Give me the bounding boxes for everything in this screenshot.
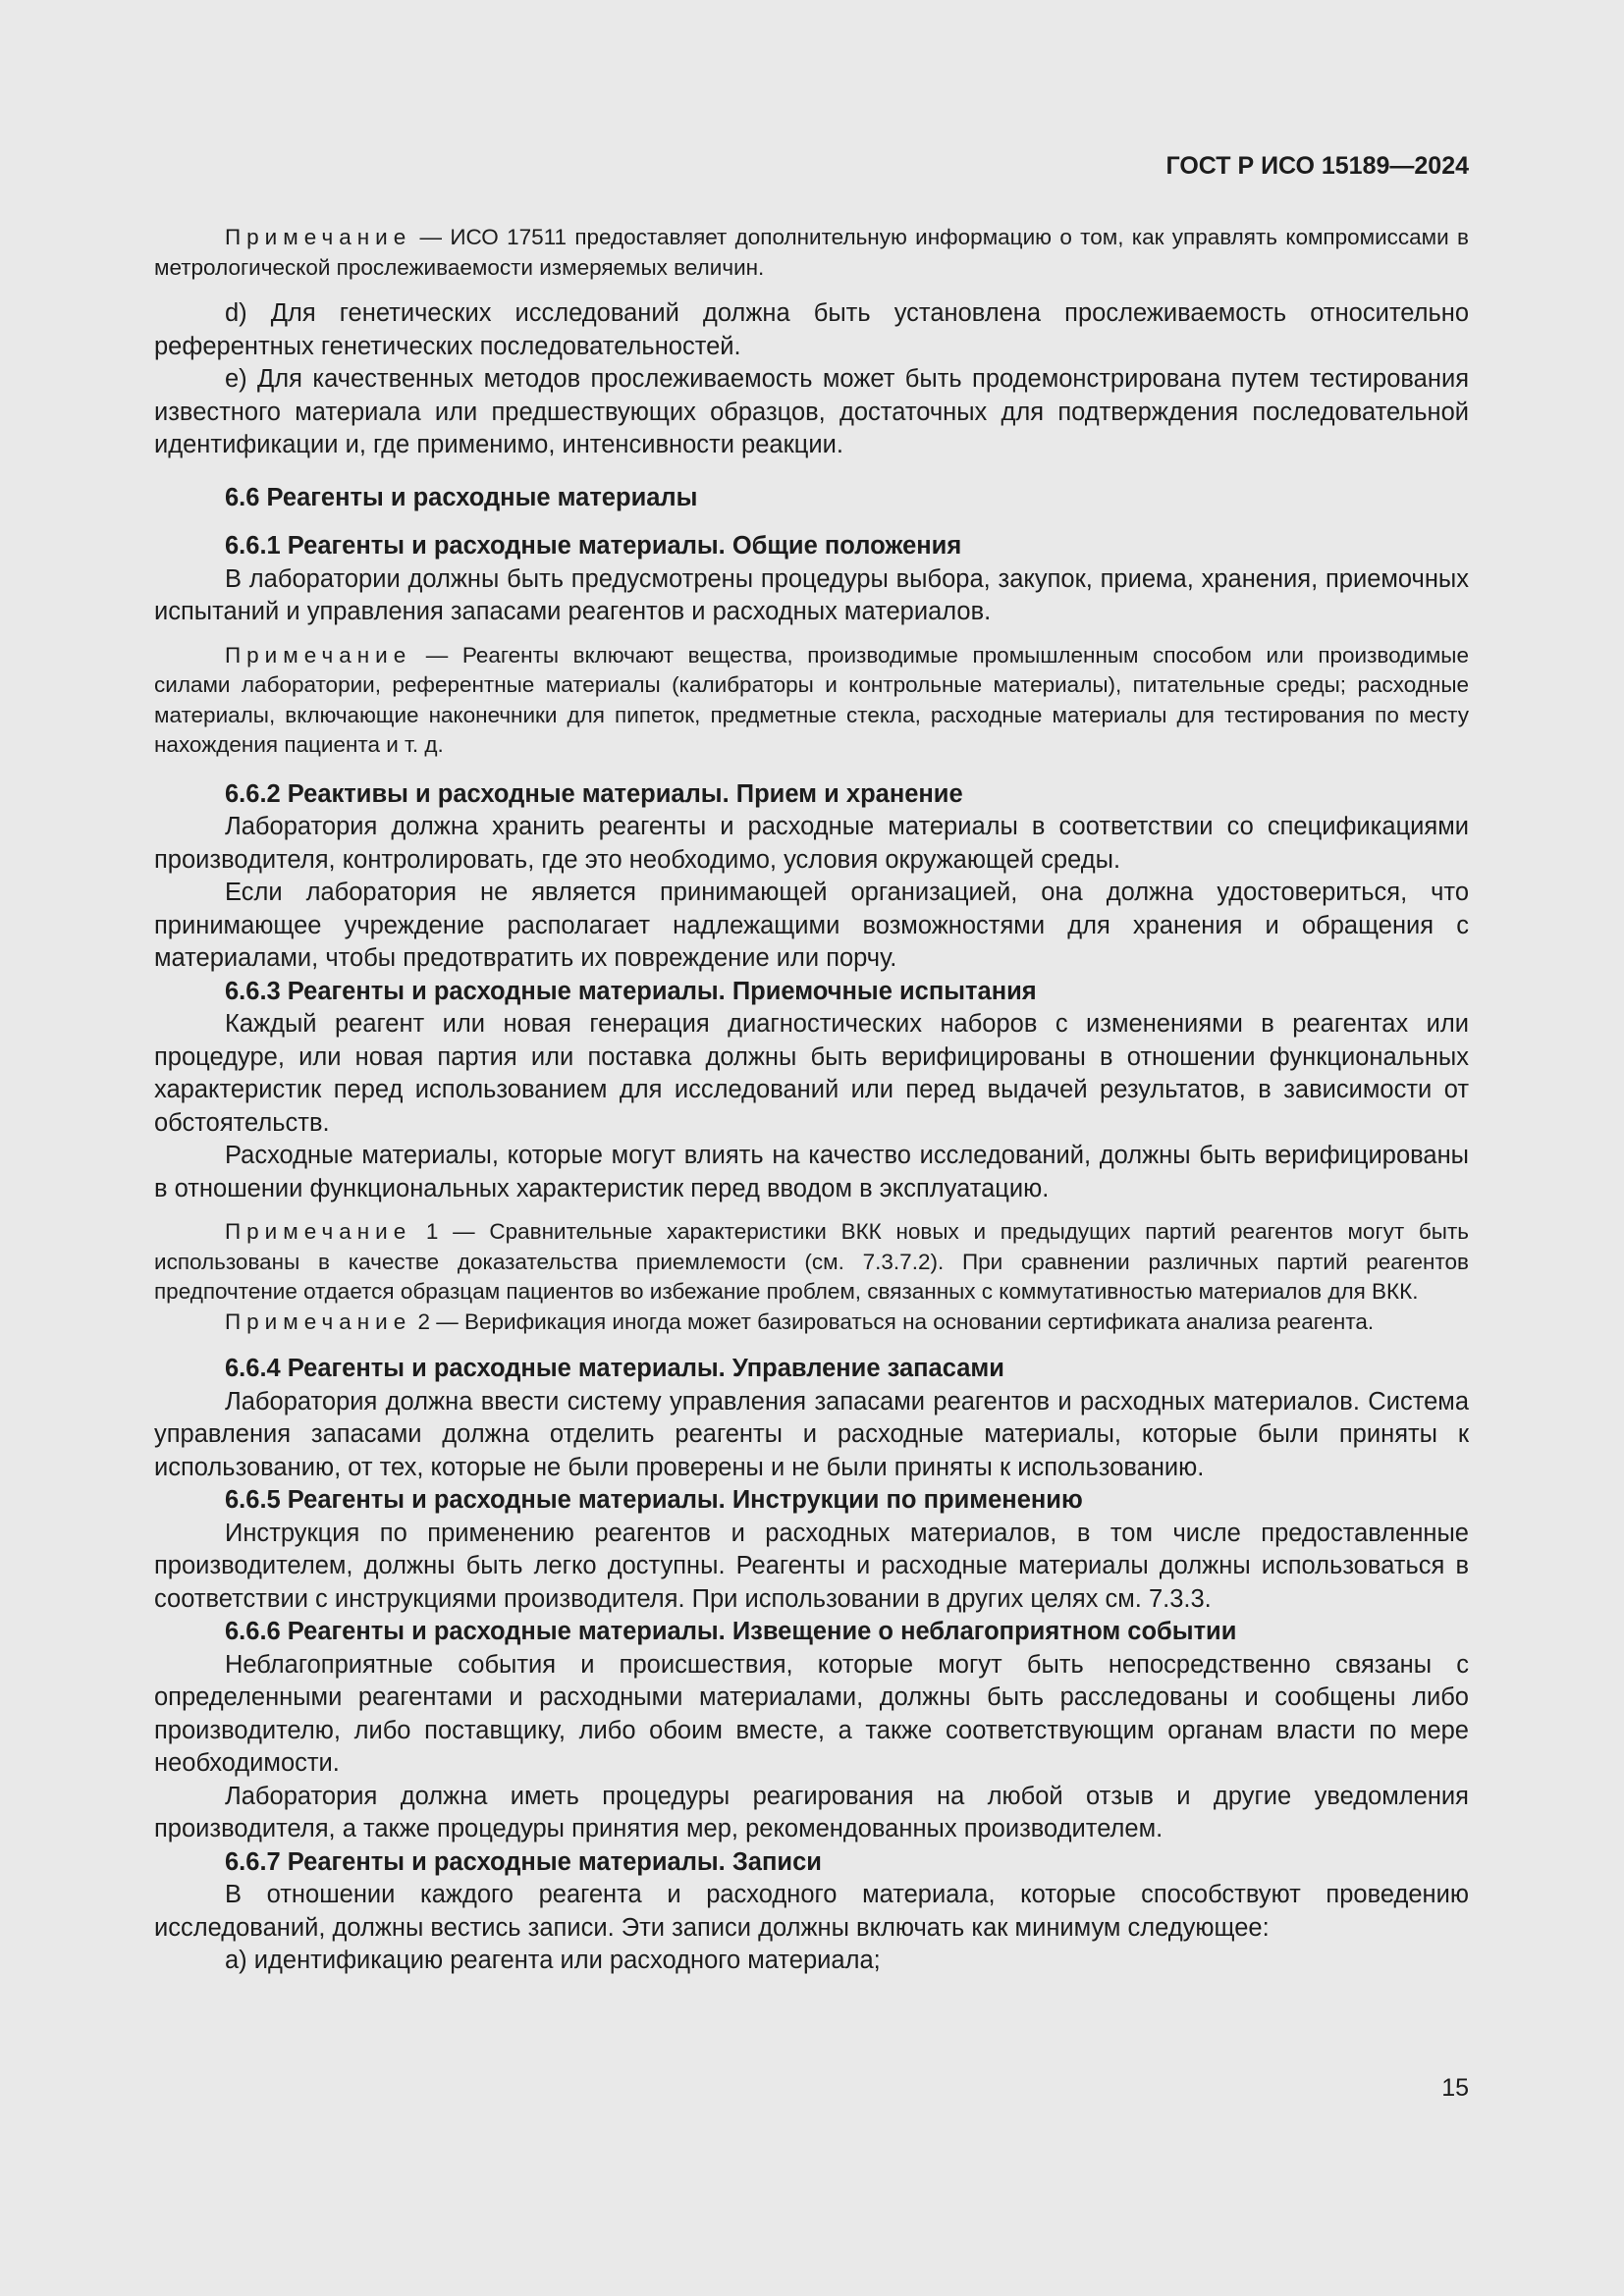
note-text: — ИСО 17511 предоставляет дополнительную информацию о том, как управлять компромиссами в метрологической прослеживаемости измеряемых величин.	[154, 225, 1469, 280]
paragraph: Лаборатория должна хранить реагенты и расходные материалы в соответствии со спецификациями производителя, контролировать, где это необходимо, условия окружающей среды.	[154, 813, 1469, 874]
section-heading: 6.6.7 Реагенты и расходные материалы. Записи	[225, 1847, 822, 1876]
paragraph: Лаборатория должна ввести систему управления запасами реагентов и расходных материалов. Система управления запасами должна отделить реагенты и расходные материалы, которые были приняты к использованию, от тех, которые не были проверены и не были приняты к использованию.	[154, 1387, 1469, 1481]
document-body	[154, 223, 1469, 1978]
document-id-header: ГОСТ Р ИСО 15189—2024	[1165, 152, 1469, 180]
section-heading: 6.6.2 Реактивы и расходные материалы. Прием и хранение	[225, 779, 963, 808]
paragraph: Неблагоприятные события и происшествия, которые могут быть непосредственно связаны с определенными реагентами и расходными материалами, должны быть расследованы и сообщены либо производителю, либо поставщику, либо обоим вместе, а также соответствующим органам власти по мере необходимости.	[154, 1650, 1469, 1777]
page-number: 15	[1441, 2074, 1469, 2102]
section-heading: 6.6.6 Реагенты и расходные материалы. Извещение о неблагоприятном событии	[225, 1618, 1237, 1645]
paragraph: d) Для генетических исследований должна быть установлена прослеживаемость относительно референтных генетических последовательностей.	[154, 299, 1469, 360]
paragraph: Инструкция по применению реагентов и расходных материалов, в том числе предоставленные производителем, должны быть легко доступны. Реагенты и расходные материалы должны использоваться в соответствии с инструкциями производителя. При использовании в других целях см. 7.3.3.	[154, 1519, 1469, 1613]
note-text: — Реагенты включают вещества, производимые промышленным способом или производимые силами лаборатории, референтные материалы (калибраторы и контрольные материалы), питательные среды; расходные материалы, включающие наконечники для пипеток, предметные стекла, расходные материалы для тестирования по месту нахождения пациента и т. д.	[154, 642, 1469, 757]
section-heading: 6.6.5 Реагенты и расходные материалы. Инструкции по применению	[225, 1486, 1083, 1514]
note-label: Примечание	[225, 1219, 412, 1244]
paragraph: a) идентификацию реагента или расходного материала;	[225, 1947, 881, 1974]
note-text: 2 — Верификация иногда может базироваться на основании сертификата анализа реагента.	[411, 1308, 1375, 1334]
note-text: 1 — Сравнительные характеристики ВКК новых и предыдущих партий реагентов могут быть использованы в качестве доказательства приемлемости (см. 7.3.7.2). При сравнении различных партий реагентов предпочтение отдается образцам пациентов во избежание проблем, связанных с коммутативностью материалов для ВКК.	[154, 1219, 1469, 1304]
paragraph: Расходные материалы, которые могут влиять на качество исследований, должны быть верифицированы в отношении функциональных характеристик перед вводом в эксплуатацию.	[154, 1142, 1469, 1202]
note-block	[154, 223, 1469, 283]
section-heading: 6.6.3 Реагенты и расходные материалы. Приемочные испытания	[225, 977, 1037, 1005]
section-heading: 6.6.1 Реагенты и расходные материалы. Общие положения	[225, 532, 962, 560]
section-heading: 6.6.4 Реагенты и расходные материалы. Управление запасами	[225, 1355, 1004, 1382]
note-block	[154, 641, 1469, 761]
paragraph: В лаборатории должны быть предусмотрены процедуры выбора, закупок, приема, хранения, приемочных испытаний и управления запасами реагентов и расходных материалов.	[154, 564, 1469, 625]
paragraph: В отношении каждого реагента и расходного материала, которые способствуют проведению исследований, должны вестись записи. Эти записи должны включать как минимум следующее:	[154, 1881, 1469, 1942]
paragraph: Если лаборатория не является принимающей организацией, она должна удостовериться, что принимающее учреждение располагает надлежащими возможностями для хранения и обращения с материалами, чтобы предотвратить их повреждение или порчу.	[154, 879, 1469, 972]
note-label: Примечание	[225, 225, 412, 249]
note-block	[154, 1308, 1469, 1338]
paragraph: Каждый реагент или новая генерация диагностических наборов с изменениями в реагентах или процедуре, или новая партия или поставка должны быть верифицированы в отношении функциональных характеристик перед использованием для исследований или перед выдачей результатов, в зависимости от обстоятельств.	[154, 1010, 1469, 1137]
section-heading: 6.6 Реагенты и расходные материалы	[225, 483, 698, 511]
note-block	[154, 1217, 1469, 1308]
note-label: Примечание	[225, 1308, 412, 1334]
paragraph: e) Для качественных методов прослеживаемость может быть продемонстрирована путем тестирования известного материала или предшествующих образцов, достаточных для подтверждения последовательной идентификации и, где применимо, интенсивности реакции.	[154, 365, 1469, 458]
note-label: Примечание	[225, 642, 412, 667]
paragraph: Лаборатория должна иметь процедуры реагирования на любой отзыв и другие уведомления производителя, а также процедуры принятия мер, рекомендованных производителем.	[154, 1782, 1469, 1842]
